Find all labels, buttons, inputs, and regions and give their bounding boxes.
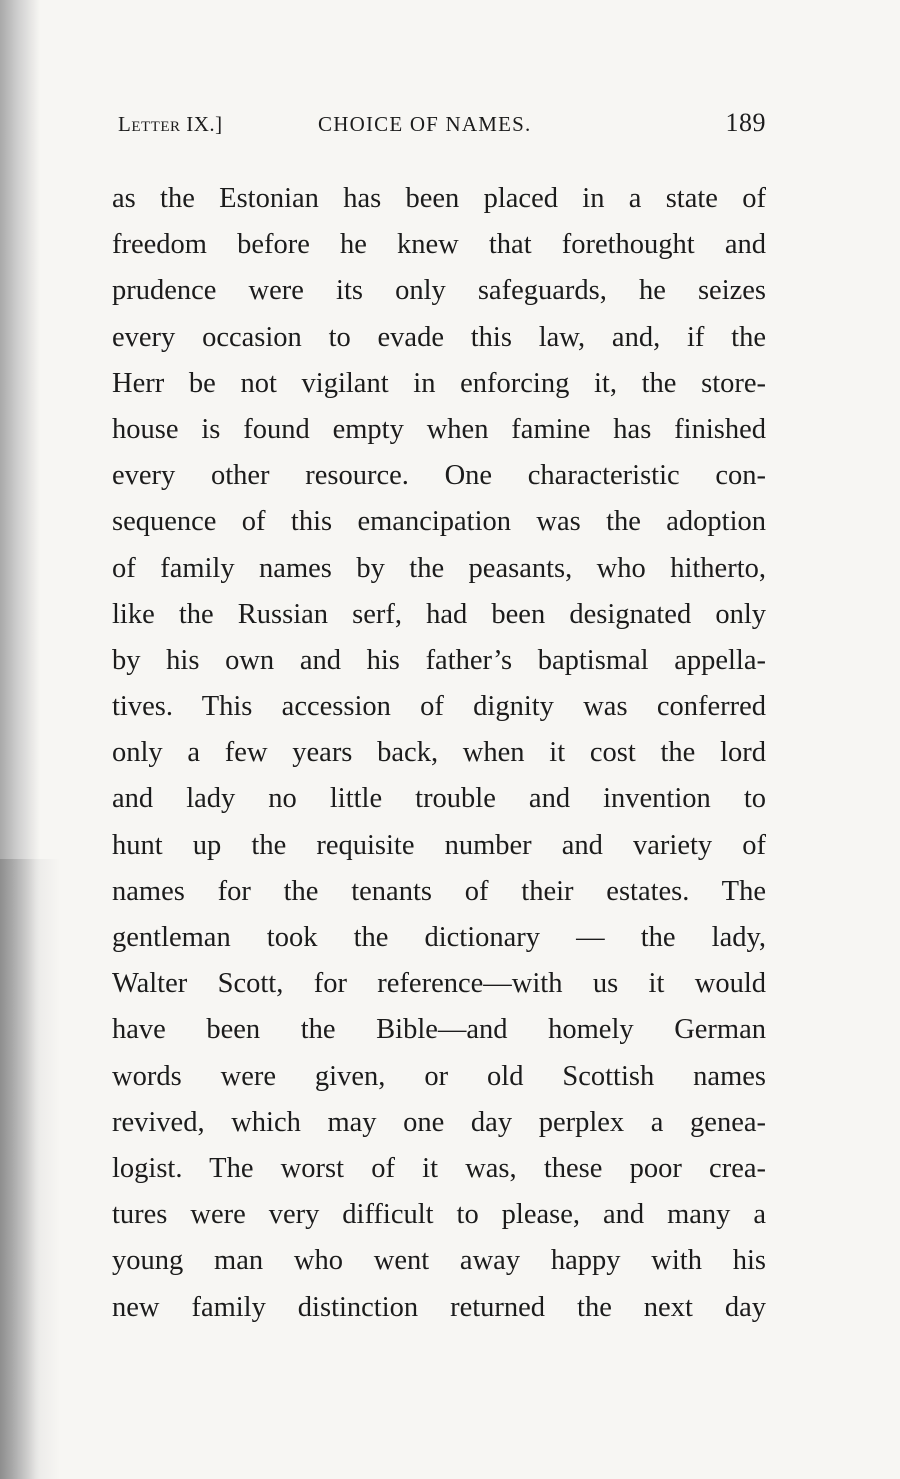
text-line: and lady no little trouble and invention to xyxy=(112,783,766,815)
text-line: freedom before he knew that forethought and xyxy=(112,229,766,261)
text-line: words were given, or old Scottish names xyxy=(112,1060,766,1092)
text-line: Herr be not vigilant in enforcing it, the store- xyxy=(112,367,766,399)
running-head xyxy=(112,108,766,144)
text-line: like the Russian serf, had been designated only xyxy=(112,598,766,630)
text-line: house is found empty when famine has finished xyxy=(112,413,766,445)
text-line: by his own and his father’s baptismal appella- xyxy=(112,644,766,676)
text-line: new family distinction returned the next day xyxy=(112,1291,766,1323)
running-head-letter: Letter IX.] xyxy=(118,112,223,136)
book-page xyxy=(112,108,766,1331)
text-line: sequence of this emancipation was the adoption xyxy=(112,506,766,538)
binding-shadow-lower xyxy=(0,859,60,1479)
body-text xyxy=(112,176,766,1331)
text-line: gentleman took the dictionary — the lady, xyxy=(112,922,766,953)
text-line: tives. This accession of dignity was conferred xyxy=(112,691,766,723)
text-line: as the Estonian has been placed in a state of xyxy=(112,183,766,214)
text-line: of family names by the peasants, who hitherto, xyxy=(112,552,766,584)
text-line: logist. The worst of it was, these poor crea- xyxy=(112,1152,766,1184)
text-line: every occasion to evade this law, and, if the xyxy=(112,321,766,353)
text-line: names for the tenants of their estates. The xyxy=(112,875,766,907)
text-line: every other resource. One characteristic con- xyxy=(112,460,766,492)
text-line: young man who went away happy with his xyxy=(112,1245,766,1277)
text-line: hunt up the requisite number and variety of xyxy=(112,829,766,861)
text-line: only a few years back, when it cost the lord xyxy=(112,737,766,769)
running-head-title: CHOICE OF NAMES. xyxy=(318,112,532,136)
text-line: prudence were its only safeguards, he seizes xyxy=(112,275,766,307)
text-line: have been the Bible—and homely German xyxy=(112,1014,766,1046)
text-line: Walter Scott, for reference—with us it would xyxy=(112,968,766,1000)
text-line: revived, which may one day perplex a genea- xyxy=(112,1106,766,1138)
text-line: tures were very difficult to please, and many a xyxy=(112,1199,766,1231)
page-number: 189 xyxy=(725,108,766,137)
